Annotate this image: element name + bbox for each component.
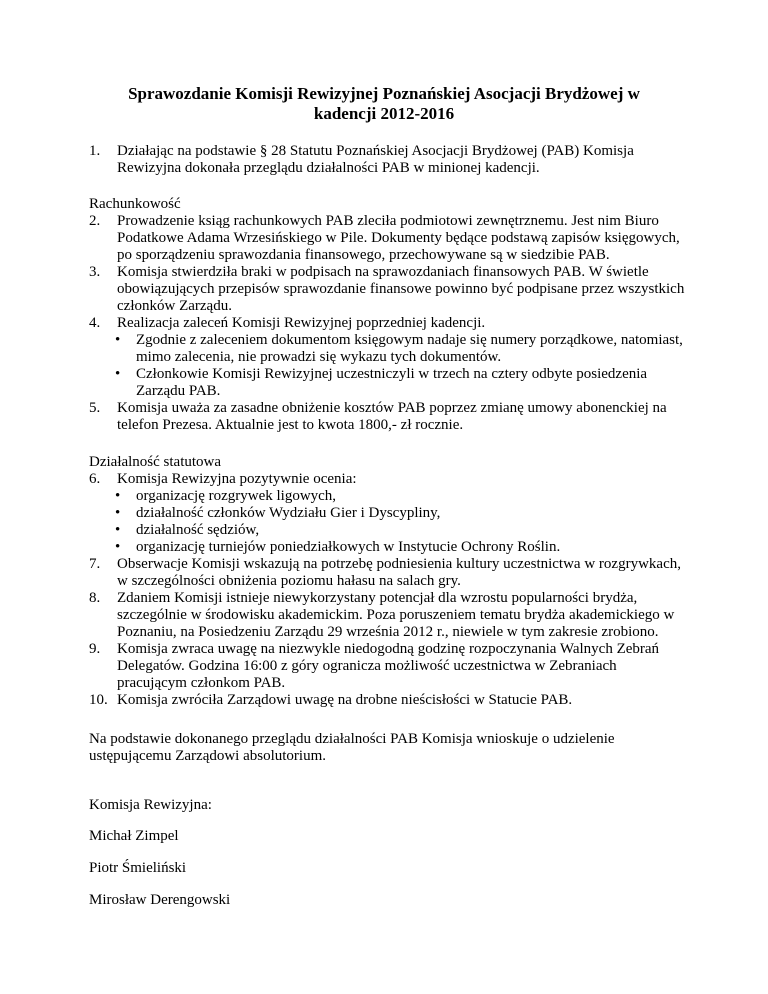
bullet-item: [89, 522, 689, 539]
bullet-text: Członkowie Komisji Rewizyjnej uczestniczyli w trzech na cztery odbyte posiedzenia Zarządu PAB.: [136, 366, 648, 399]
member-name: Piotr Śmieliński: [89, 860, 187, 876]
item-text: Komisja stwierdziła braki w podpisach na sprawozdaniach finansowych PAB. W świetle obowiązujących przepisów sprawozdanie finansowe powinno być podpisane przez wszystkich członków Zarządu.: [117, 264, 685, 314]
list-item: [89, 400, 689, 434]
list-item: [89, 315, 689, 332]
list-item: [89, 692, 689, 709]
bullet-text: organizację turniejów poniedziałkowych w Instytucie Ochrony Roślin.: [136, 539, 561, 555]
item-number: 2.: [89, 213, 101, 229]
item-text: Obserwacje Komisji wskazują na potrzebę podniesienia kultury uczestnictwa w rozgrywkach, w szczególności obniżenia poziomu hałasu na salach gry.: [117, 556, 681, 589]
bullet-icon: •: [115, 332, 121, 348]
section-heading-accounting: Rachunkowość: [89, 196, 181, 212]
item-number: 5.: [89, 400, 101, 416]
list-item: [89, 641, 689, 692]
bullet-item: [89, 332, 689, 366]
bullet-icon: •: [115, 522, 121, 538]
item-number: 4.: [89, 315, 101, 331]
conclusion-paragraph: Na podstawie dokonanego przeglądu działalności PAB Komisja wnioskuje o udzielenie ustępującemu Zarządowi absolutorium.: [89, 731, 615, 764]
bullet-icon: •: [115, 488, 121, 504]
item-number: 1.: [89, 143, 101, 159]
item-text: Komisja zwróciła Zarządowi uwagę na drobne nieścisłości w Statucie PAB.: [117, 692, 573, 708]
member-name: Mirosław Derengowski: [89, 892, 231, 908]
list-item: [89, 556, 689, 590]
item-number: 9.: [89, 641, 101, 657]
statutory-section: [89, 454, 689, 709]
list-item: [89, 590, 689, 641]
list-item: [89, 143, 689, 177]
bullet-icon: •: [115, 539, 121, 555]
list-item: [89, 213, 689, 264]
item-text: Komisja Rewizyjna pozytywnie ocenia:: [117, 471, 357, 487]
bullet-icon: •: [115, 366, 121, 382]
list-item: [89, 264, 689, 315]
bullet-text: działalność członków Wydziału Gier i Dyscypliny,: [136, 505, 441, 521]
item-text: Komisja zwraca uwagę na niezwykle niedogodną godzinę rozpoczynania Walnych Zebrań Delegatów. Godzina 16:00 z góry ogranicza możliwość uczestnictwa w Zebraniach pracującym członkom PAB.: [117, 641, 660, 691]
intro-section: [89, 143, 689, 177]
bullet-item: [89, 505, 689, 522]
item-number: 8.: [89, 590, 101, 606]
item-number: 6.: [89, 471, 101, 487]
member-name: Michał Zimpel: [89, 828, 179, 844]
signoff-label: Komisja Rewizyjna:: [89, 797, 212, 813]
item-text: Zdaniem Komisji istnieje niewykorzystany potencjał dla wzrostu popularności brydża, szczególnie w środowisku akademickim. Poza poruszeniem tematu brydża akademickiego w Poznaniu, na Posiedzeniu Zarządu 29 września 2012 r., niewiele w tym zakresie zrobiono.: [117, 590, 675, 640]
bullet-item: [89, 488, 689, 505]
bullet-text: działalność sędziów,: [136, 522, 260, 538]
bullet-icon: •: [115, 505, 121, 521]
bullet-item: [89, 366, 689, 400]
list-item: [89, 471, 689, 488]
item-number: 7.: [89, 556, 101, 572]
bullet-text: organizację rozgrywek ligowych,: [136, 488, 337, 504]
item-number: 10.: [89, 692, 108, 708]
item-number: 3.: [89, 264, 101, 280]
bullet-text: Zgodnie z zaleceniem dokumentom księgowym nadaje się numery porządkowe, natomiast, mimo zalecenia, nie prowadzi się wykazu tych dokumentów.: [136, 332, 683, 365]
section-heading-statutory: Działalność statutowa: [89, 454, 222, 470]
item-text: Działając na podstawie § 28 Statutu Poznańskiej Asocjacji Brydżowej (PAB) Komisja Rewizyjna dokonała przeglądu działalności PAB w minionej kadencji.: [117, 143, 634, 176]
item-text: Realizacja zaleceń Komisji Rewizyjnej poprzedniej kadencji.: [117, 315, 486, 331]
document-title: Sprawozdanie Komisji Rewizyjnej Poznańskiej Asocjacji Brydżowej w kadencji 2012-2016: [128, 84, 640, 123]
item-text: Komisja uważa za zasadne obniżenie kosztów PAB poprzez zmianę umowy abonenckiej na telefon Prezesa. Aktualnie jest to kwota 1800,- zł rocznie.: [117, 400, 667, 433]
bullet-item: [89, 539, 689, 556]
accounting-section: [89, 196, 689, 434]
item-text: Prowadzenie ksiąg rachunkowych PAB zleciła podmiotowi zewnętrznemu. Jest nim Biuro Podatkowe Adama Wrzesińskiego w Pile. Dokumenty będące podstawą zapisów księgowych, po sporządzeniu sprawozdania finansowego, przechowywane są w siedzibie PAB.: [117, 213, 680, 263]
